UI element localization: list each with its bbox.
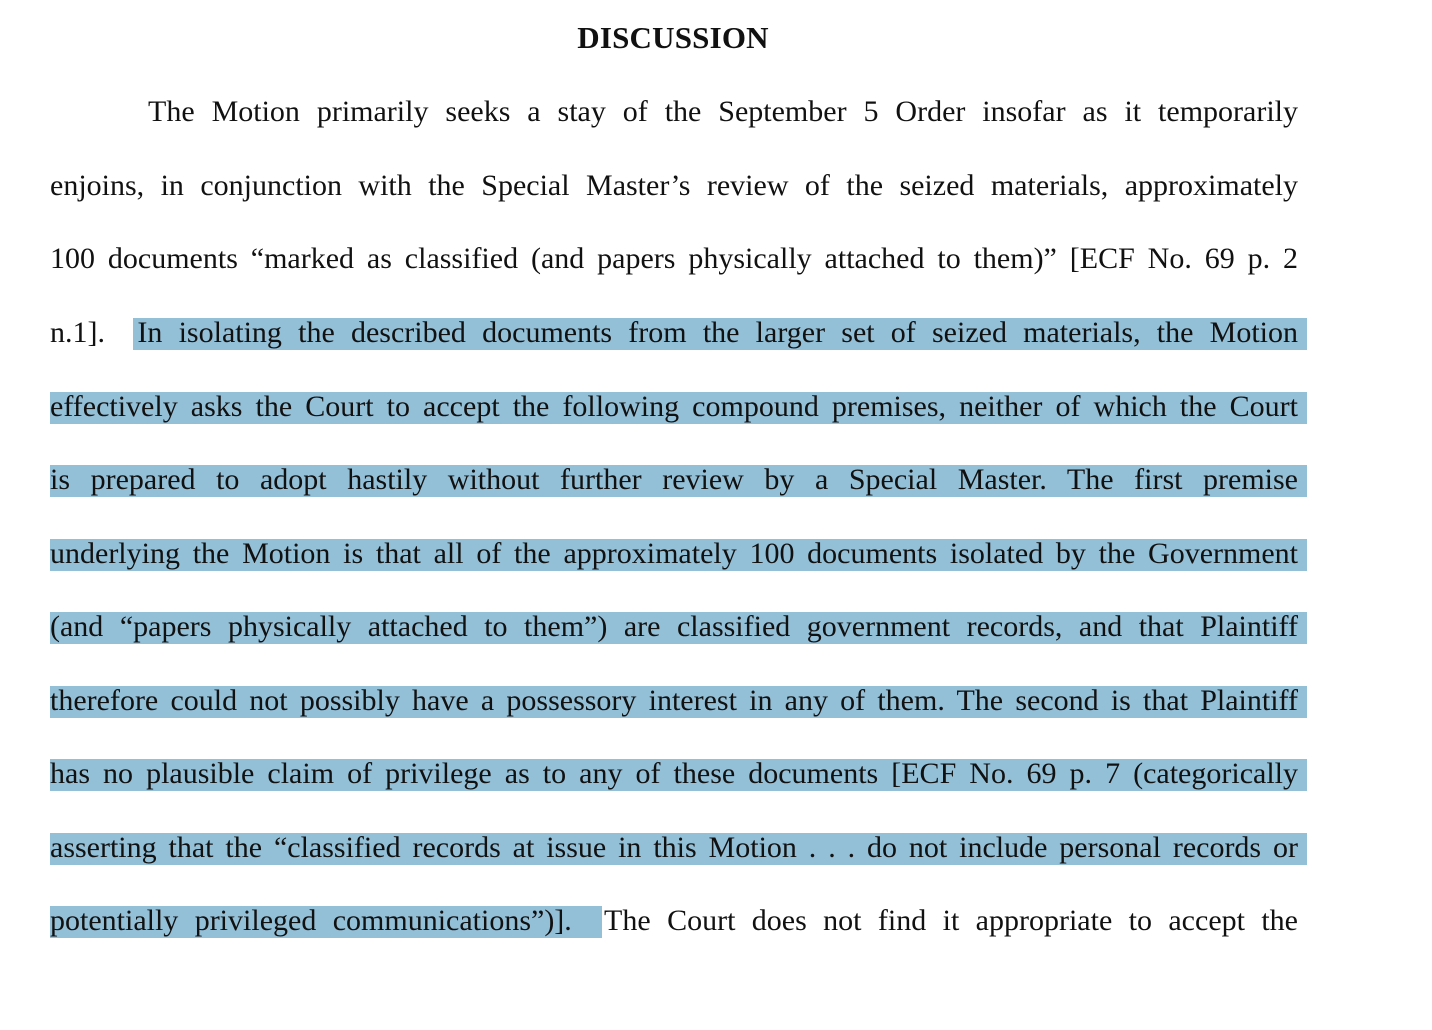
highlighted-text: is prepared to adopt hastily without further review by a Special Master. The first premise xyxy=(50,463,1298,496)
text-line xyxy=(50,607,1298,647)
line-text: n.1]. xyxy=(50,316,138,349)
section-heading: DISCUSSION xyxy=(577,20,769,55)
highlighted-text: (and “papers physically attached to them”) are classified government records, and that Plaintiff xyxy=(50,610,1298,643)
text-line xyxy=(50,681,1298,721)
text-line xyxy=(50,754,1298,794)
text-line xyxy=(50,313,1298,353)
text-line xyxy=(50,828,1298,868)
highlighted-text: effectively asks the Court to accept the following compound premises, neither of which the Court xyxy=(50,390,1298,423)
highlighted-text: therefore could not possibly have a possessory interest in any of them. The second is that Plaintiff xyxy=(50,684,1298,717)
line-text: The Motion primarily seeks a stay of the September 5 Order insofar as it temporarily xyxy=(148,95,1298,128)
highlighted-text: In isolating the described documents from the larger set of seized materials, the Motion xyxy=(137,316,1299,349)
text-line xyxy=(50,239,1298,279)
line-text: The Court does not find it appropriate to accept the xyxy=(571,904,1299,937)
highlighted-text: asserting that the “classified records at issue in this Motion . . . do not include personal records or xyxy=(50,831,1298,864)
text-line xyxy=(50,534,1298,574)
text-line xyxy=(148,92,1298,132)
line-text: 100 documents “marked as classified (and papers physically attached to them)” [ECF No. 69 p. 2 xyxy=(50,242,1298,275)
text-line xyxy=(50,166,1298,206)
highlighted-text: has no plausible claim of privilege as to any of these documents [ECF No. 69 p. 7 (categorically xyxy=(50,757,1298,790)
highlighted-text: potentially privileged communications”)]. xyxy=(50,904,572,937)
text-line xyxy=(50,460,1298,500)
line-text: enjoins, in conjunction with the Special Master’s review of the seized materials, approximately xyxy=(50,169,1298,202)
text-line xyxy=(50,387,1298,427)
text-line xyxy=(50,901,1298,941)
highlighted-text: underlying the Motion is that all of the approximately 100 documents isolated by the Government xyxy=(50,537,1298,570)
